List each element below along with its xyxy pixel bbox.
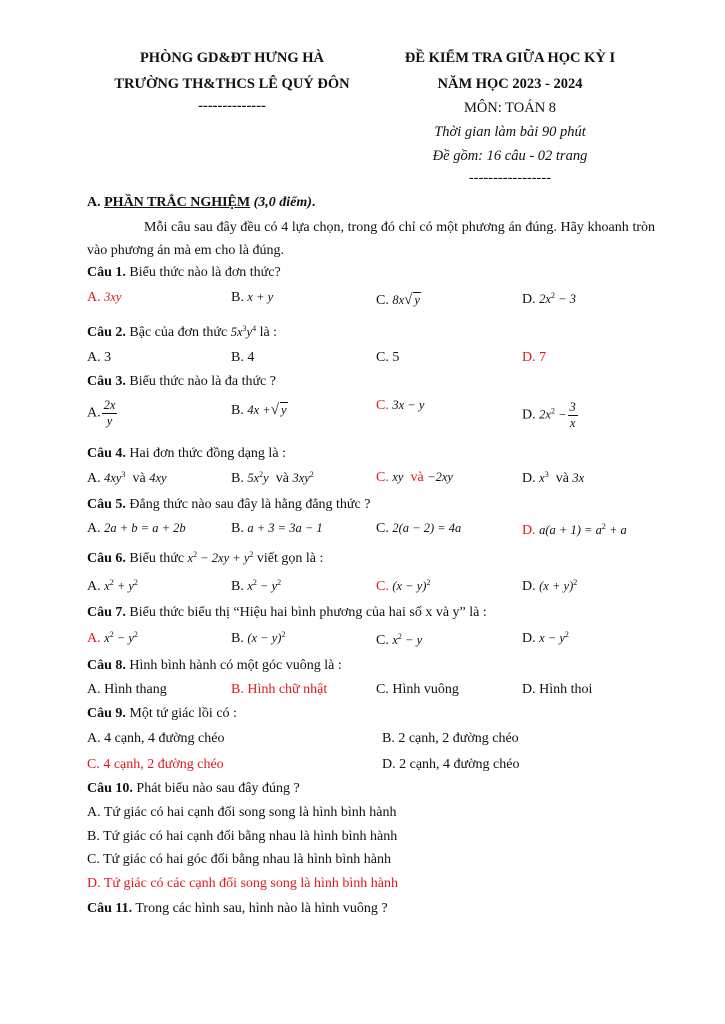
q1-option-d[interactable]: D. $2x^2 - 3$ [522, 291, 576, 307]
header-left-divider: -------------- [198, 98, 266, 114]
q7-option-c[interactable]: C. $x^2 - y$ [376, 632, 423, 648]
question-1 [87, 265, 281, 281]
q7-option-a[interactable]: A. $x^2 - y^2$ [87, 630, 138, 646]
q10-option-b[interactable]: B. Tứ giác có hai cạnh đối bằng nhau là hình bình hành [87, 829, 398, 844]
question-11: Câu 11. Trong các hình sau, hình nào là hình vuông ? [87, 901, 388, 916]
q4-option-d[interactable]: D. $x^3$ và 3x [522, 470, 585, 486]
exam-pages: Đề gồm: 16 câu - 02 trang [432, 148, 588, 164]
question-1-text: Biểu thức nào là đơn thức? [129, 265, 281, 280]
q5-option-b[interactable]: B. a + 3 = 3a − 1 [231, 521, 323, 536]
q4-option-b[interactable]: B. $5x^2y$ và $3xy^2$ [231, 470, 314, 486]
question-8: Câu 8. Hình bình hành có một góc vuông là : [87, 658, 342, 673]
question-9: Câu 9. Một tứ giác lồi có : [87, 706, 237, 721]
q9-option-c[interactable]: C. 4 cạnh, 2 đường chéo [87, 757, 224, 772]
q4-option-c[interactable]: C. xy và −2xy [376, 470, 453, 485]
section-a-heading [87, 195, 315, 211]
q1-option-c[interactable]: C. 8x√ y [376, 292, 420, 308]
q9-option-d[interactable]: D. 2 cạnh, 4 đường chéo [382, 757, 520, 772]
question-7: Câu 7. Biểu thức biểu thị “Hiệu hai bình phương của hai số x và y” là : [87, 605, 487, 620]
q10-option-a[interactable]: A. Tứ giác có hai cạnh đối song song là hình bình hành [87, 805, 397, 820]
q6-option-b[interactable]: B. $x^2 - y^2$ [231, 578, 282, 594]
school-year: NĂM HỌC 2023 - 2024 [437, 76, 583, 92]
q7-option-b[interactable]: B. $(x - y)^2$ [231, 630, 286, 646]
exam-title: ĐỀ KIỂM TRA GIỮA HỌC KỲ I [404, 50, 616, 66]
question-3: Câu 3. Biểu thức nào là đa thức ? [87, 374, 276, 389]
q2-option-d[interactable]: D. 7 [522, 350, 547, 365]
question-10: Câu 10. Phát biểu nào sau đây đúng ? [87, 781, 300, 796]
question-4: Câu 4. Hai đơn thức đồng dạng là : [87, 446, 286, 461]
q6-option-d[interactable]: D. $(x + y)^2$ [522, 578, 578, 594]
q8-option-c[interactable]: C. Hình vuông [376, 682, 459, 697]
q9-option-b[interactable]: B. 2 cạnh, 2 đường chéo [382, 731, 519, 746]
q10-option-d[interactable]: D. Tứ giác có các cạnh đối song song là hình bình hành [87, 876, 398, 891]
section-a-prefix: A. [87, 195, 101, 210]
subject: MÔN: TOÁN 8 [463, 100, 557, 116]
q1-option-a[interactable]: A. 3xy [87, 290, 122, 305]
section-a-points: (3,0 điểm) [253, 195, 312, 210]
q6-option-c[interactable]: C. $(x - y)^2$ [376, 578, 431, 594]
q2-option-b[interactable]: B. 4 [231, 350, 255, 365]
header-right-divider: ----------------- [468, 170, 552, 186]
q6-option-a[interactable]: A. $x^2 + y^2$ [87, 578, 138, 594]
question-5: Câu 5. Đẳng thức nào sau đây là hằng đẳng thức ? [87, 497, 371, 512]
q8-option-d[interactable]: D. Hình thoi [522, 682, 593, 697]
q3-option-c[interactable]: C. 3x − y [376, 398, 425, 413]
q10-option-c[interactable]: C. Tứ giác có hai góc đối bằng nhau là hình bình hành [87, 852, 391, 867]
q5-option-d[interactable]: D. $a(a + 1) = a^2 + a$ [522, 522, 627, 538]
question-2: Câu 2. Bậc của đơn thức $5x^3y^4$ là : [87, 324, 278, 340]
q5-option-c[interactable]: C. 2(a − 2) = 4a [376, 521, 462, 536]
q1-option-b[interactable]: B. x + y [231, 290, 274, 305]
question-1-label: Câu 1. [87, 265, 126, 280]
q5-option-a[interactable]: A. 2a + b = a + 2b [87, 521, 186, 536]
q2-option-c[interactable]: C. 5 [376, 350, 400, 365]
q3-option-b[interactable]: B. 4x +√ y [231, 402, 287, 418]
section-a-instruction: Mỗi câu sau đây đều có 4 lựa chọn, trong đó chỉ có một phương án đúng. Hãy khoanh tròn vào phương án mà em cho là đúng. [87, 220, 655, 258]
q8-option-a[interactable]: A. Hình thang [87, 682, 167, 697]
q3-option-d[interactable]: D. $2x^2$ − $\frac{3}{x}$ [522, 400, 576, 430]
q9-option-a[interactable]: A. 4 cạnh, 4 đường chéo [87, 731, 225, 746]
q3-option-a[interactable]: A. $\frac{2x}{y}$ [87, 398, 116, 428]
section-a-suffix: . [311, 195, 316, 210]
q2-option-a[interactable]: A. 3 [87, 350, 112, 365]
q4-option-a[interactable]: A. $4xy^3$ và 4xy [87, 470, 167, 486]
exam-duration: Thời gian làm bài 90 phút [434, 124, 586, 140]
question-6: Câu 6. Biểu thức $x^2 - 2xy + y^2$ viết gọn là : [87, 550, 324, 566]
department-name: PHÒNG GD&ĐT HƯNG HÀ [139, 50, 325, 66]
q8-option-b[interactable]: B. Hình chữ nhật [231, 682, 328, 697]
school-name: TRƯỜNG TH&THCS LÊ QUÝ ĐÔN [114, 76, 350, 92]
q7-option-d[interactable]: D. $x - y^2$ [522, 630, 569, 646]
section-a-title: PHẦN TRẮC NGHIỆM [104, 195, 251, 210]
